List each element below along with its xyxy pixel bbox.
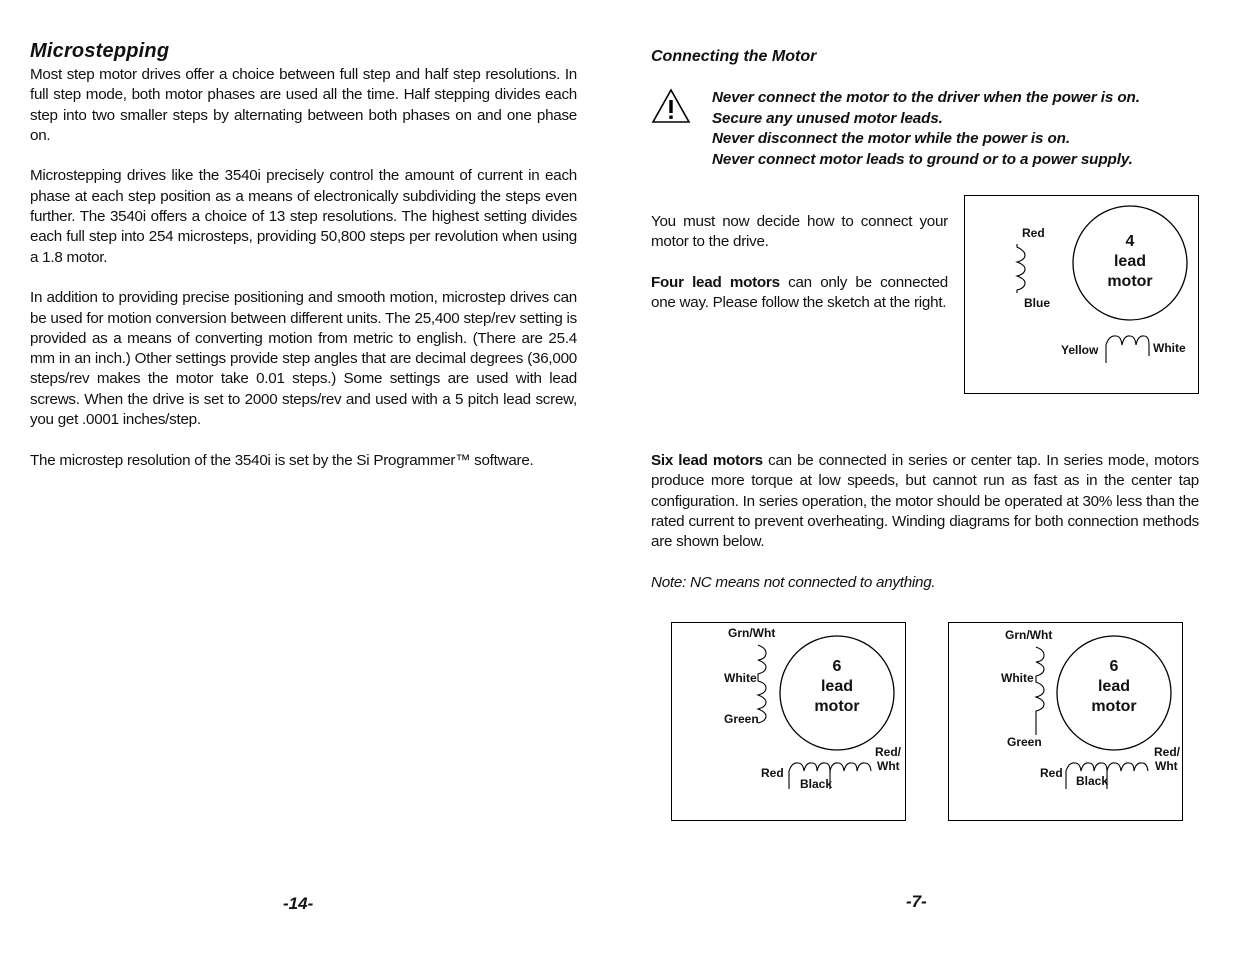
wire-label-green: Green	[1007, 735, 1042, 749]
wire-label-white: White	[724, 671, 757, 685]
motor-label-line: 6	[832, 658, 842, 675]
wire-label-green: Green	[724, 712, 759, 726]
wire-label-blue: Blue	[1024, 296, 1051, 310]
warning-line: Never connect motor leads to ground or to a power supply.	[712, 150, 1133, 168]
paragraph-3: In addition to providing precise positioning and smooth motion, microstep drives can be used for motion conversion between different units. The 25,400 step/rev setting is provided as a means of converting motion from metric to english. (There are 25.4 mm in an inch.) Other settings provide step angles that are decimal degrees (36,000 steps/rev makes the motor take 0.01 steps.) Some settings are used with lead screws. When the drive is set to 2000 steps/rev and used with a 5 pitch lead screw, you get .0001 inches/step.	[30, 289, 577, 429]
motor-label-line: 4	[1125, 233, 1135, 250]
six-lead-bold: Six lead motors	[651, 452, 763, 469]
four-lead-rest: can only be connected one way. Please follow the sketch at the right.	[651, 273, 948, 312]
warning-line: Never disconnect the motor while the power is on.	[712, 130, 1070, 147]
wire-label-red: Red	[1022, 226, 1045, 240]
wire-label-red: Red	[1040, 766, 1063, 780]
wire-label-redwht-bottom: Wht	[877, 759, 900, 773]
motor-label-line: motor	[1091, 698, 1137, 715]
warning-line: Never connect the motor to the driver when the power is on.	[712, 89, 1140, 106]
six-lead-winding-svg	[949, 623, 1182, 820]
four-lead-bold: Four lead motors	[651, 273, 780, 291]
warning-lines	[712, 88, 1140, 170]
left-page-column	[30, 40, 577, 491]
paragraph-1: Most step motor drives offer a choice between full step and half step resolutions. In full step mode, both motor phases are used all the time. Half stepping divides each step into two smaller steps by alternating between both phases on and one phase on.	[30, 66, 577, 144]
paragraph-4: The microstep resolution of the 3540i is set by the Si Programmer™ software.	[30, 451, 534, 469]
motor-label	[1096, 232, 1164, 292]
four-lead-winding-svg	[965, 196, 1198, 393]
six-lead-text	[651, 451, 1199, 613]
motor-label	[1080, 657, 1148, 717]
wire-label-yellow: Yellow	[1061, 343, 1099, 357]
warning-block	[651, 88, 1199, 168]
warning-line: Secure any unused motor leads.	[712, 109, 943, 127]
subtitle-connecting-motor: Connecting the Motor	[651, 48, 817, 65]
wire-label-white: White	[1153, 341, 1186, 355]
motor-label	[803, 657, 871, 717]
motor-label-line: lead	[820, 678, 853, 695]
warning-triangle-icon	[651, 88, 691, 124]
four-lead-paragraph	[651, 273, 948, 314]
six-lead-diagram-center-tap	[948, 622, 1183, 821]
wire-label-redwht-top: Red/	[875, 745, 902, 759]
paragraph-2: Microstepping drives like the 3540i precisely control the amount of current in each phase at each step position as a means of electronically subdividing the steps even further. The 3540i offers a choice of 13 step resolutions. The highest setting divides each full step into 254 microsteps, providing 50,800 steps per revolution when using a 1.8 motor.	[30, 167, 577, 266]
wire-label-redwht-top: Red/	[1154, 745, 1181, 759]
wire-label-black: Black	[1076, 774, 1109, 788]
motor-label-line: motor	[814, 698, 860, 715]
page-number-right: -7-	[906, 892, 927, 911]
six-lead-paragraph	[651, 451, 1199, 552]
wire-label-redwht-bottom: Wht	[1155, 759, 1178, 773]
motor-label-line: 6	[1109, 658, 1119, 675]
motor-label-line: motor	[1107, 273, 1153, 290]
wire-label-red: Red	[761, 766, 784, 780]
four-lead-text	[651, 212, 948, 334]
section-title-microstepping: Microstepping	[30, 40, 170, 62]
six-lead-winding-svg	[672, 623, 905, 820]
intro-paragraph: You must now decide how to connect your motor to the drive.	[651, 213, 948, 251]
six-lead-rest: can be connected in series or center tap. In series mode, motors produce more torque at low speeds, but cannot run as fast as in the center tap configuration. In series operation, the motor should be operated at 30% less than the rated current to prevent overheating. Winding diagrams for both connection methods are shown below.	[651, 452, 1199, 551]
six-lead-diagram-series	[671, 622, 906, 821]
wire-label-grnwht: Grn/Wht	[1005, 628, 1053, 642]
motor-label-line: lead	[1097, 678, 1130, 695]
page-number-left: -14-	[283, 894, 314, 913]
motor-label-line: lead	[1113, 253, 1146, 270]
four-lead-diagram	[964, 195, 1199, 394]
wire-label-white: White	[1001, 671, 1034, 685]
wire-label-grnwht: Grn/Wht	[728, 626, 776, 640]
note-paragraph: Note: NC means not connected to anything.	[651, 573, 936, 591]
wire-label-black: Black	[800, 777, 833, 791]
